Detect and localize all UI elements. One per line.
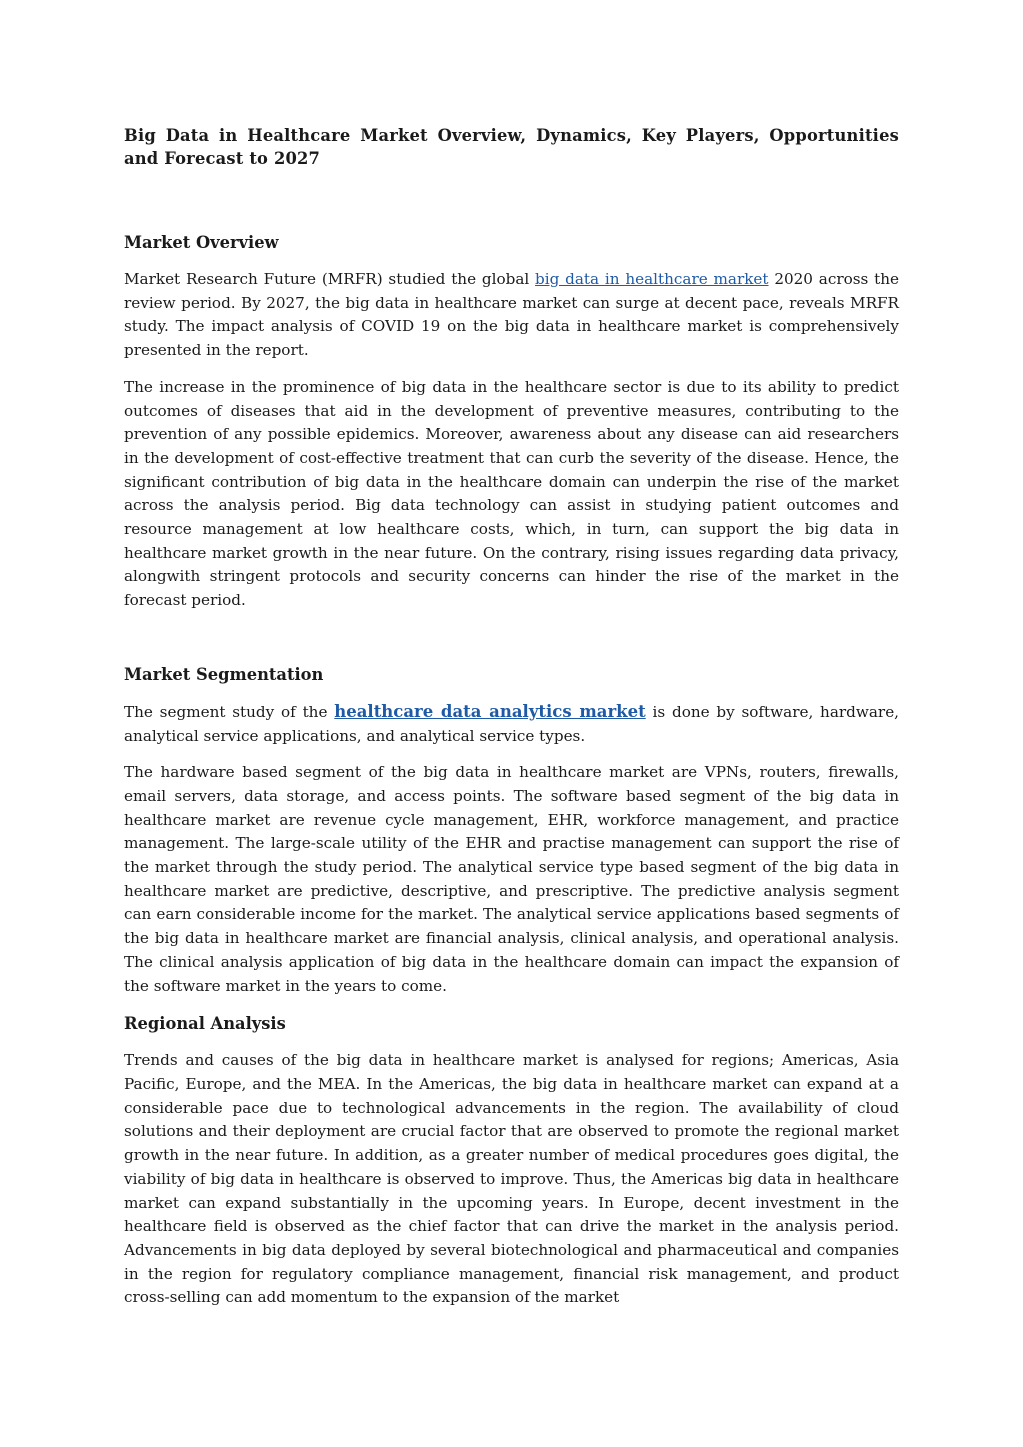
paragraph-text: Market Research Future (MRFR) studied the global [124, 270, 536, 288]
paragraph-text: is done by software, hardware, analytical service applications, and analytical service types. [124, 702, 900, 745]
paragraph-segmentation-intro [124, 700, 899, 748]
heading-market-segmentation: Market Segmentation [124, 664, 324, 684]
heading-market-overview: Market Overview [124, 233, 279, 252]
paragraph-regional-analysis: Trends and causes of the big data in healthcare market is analysed for regions; Americas, Asia Pacific, Europe, and the MEA. In the Americas, the big data in healthcare market can expand at a considerable pace due to technological advancements in the region. The availability of cloud solutions and their deployment are crucial factor that are observed to promote the regional market growth in the near future. In addition, as a greater number of medical procedures goes digital, the viability of big data in healthcare is observed to improve. Thus, the Americas big data in healthcare market can expand substantially in the upcoming years. In Europe, decent investment in the healthcare field is observed as the chief factor that can drive the market in the analysis period. Advancements in big data deployed by several biotechnological and pharmaceutical and companies in the region for regulatory compliance management, financial risk management, and product cross-selling can add momentum to the expansion of the market [124, 1051, 899, 1307]
paragraph-text: 2020 across the review period. By 2027, the big data in healthcare market can surge at decent pace, reveals MRFR study. The impact analysis of COVID 19 on the big data in healthcare market is comprehensively presented in the report. [124, 270, 899, 360]
healthcare-data-analytics-market-link[interactable]: healthcare data analytics market [334, 701, 646, 721]
paragraph-segmentation-details: The hardware based segment of the big data in healthcare market are VPNs, routers, firewalls, email servers, data storage, and access points. The software based segment of the big data in healthcare market are revenue cycle management, EHR, workforce management, and practice management. The large-scale utility of the EHR and practise management can support the rise of the market through the study period. The analytical service type based segment of the big data in healthcare market are predictive, descriptive, and prescriptive. The predictive analysis segment can earn considerable income for the market. The analytical service applications based segments of the big data in healthcare market are financial analysis, clinical analysis, and operational analysis. The clinical analysis application of big data in the healthcare domain can impact the expansion of the software market in the years to come. [124, 763, 899, 995]
paragraph-overview-intro [124, 268, 899, 363]
paragraph-overview-drivers: The increase in the prominence of big data in the healthcare sector is due to its ability to predict outcomes of diseases that aid in the development of preventive measures, contributing to the prevention of any possible epidemics. Moreover, awareness about any disease can aid researchers in the development of cost-effective treatment that can curb the severity of the disease. Hence, the significant contribution of big data in the healthcare domain can underpin the rise of the market across the analysis period. Big data technology can assist in studying patient outcomes and resource management at low healthcare costs, which, in turn, can support the big data in healthcare market growth in the near future. On the contrary, rising issues regarding data privacy, alongwith stringent protocols and security concerns can hinder the rise of the market in the forecast period. [124, 377, 899, 610]
big-data-healthcare-market-link[interactable]: big data in healthcare market [535, 270, 769, 288]
paragraph-text: The segment study of the [124, 702, 335, 721]
document-page [124, 124, 899, 1310]
document-title: Big Data in Healthcare Market Overview, Dynamics, Key Players, Opportunities and Forecast to 2027 [124, 126, 899, 168]
heading-regional-analysis: Regional Analysis [124, 1014, 286, 1034]
